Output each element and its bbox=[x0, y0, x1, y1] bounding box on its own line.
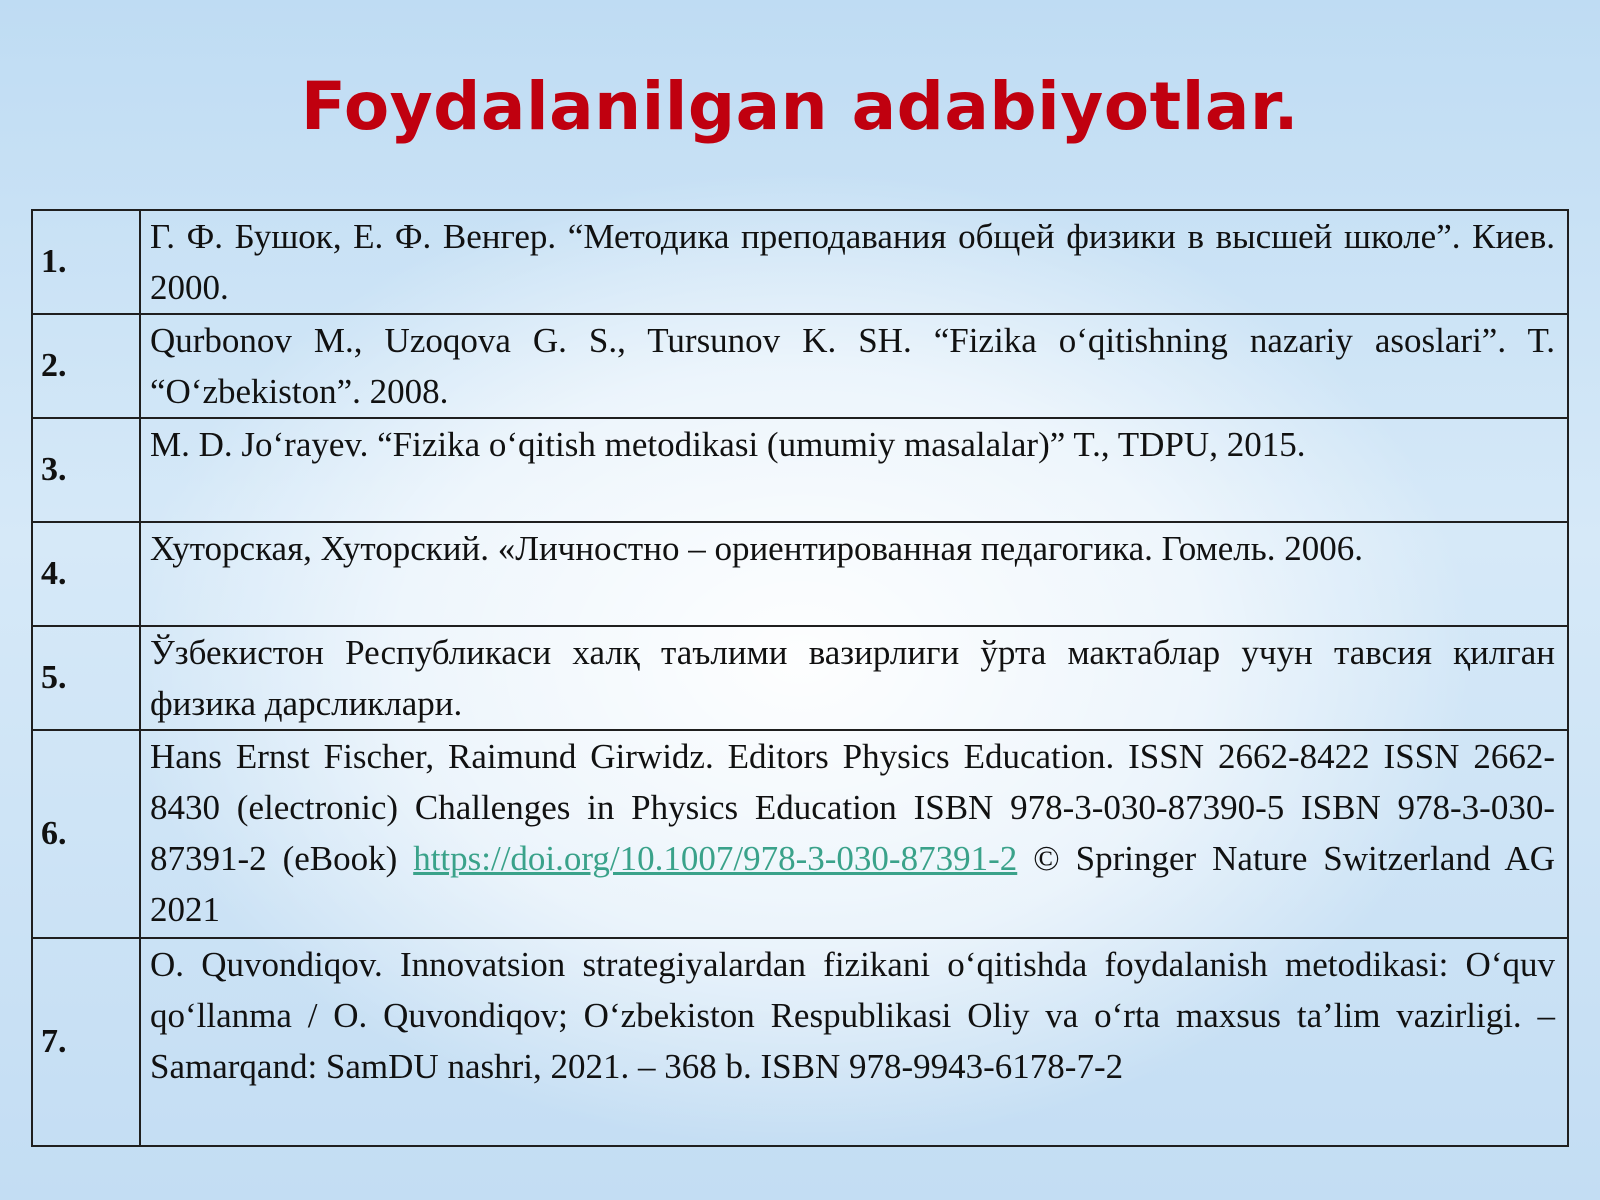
table-row bbox=[32, 626, 1568, 730]
reference-text: M. D. Jo‘rayev. “Fizika o‘qitish metodikasi (umumiy masalalar)” T., TDPU, 2015. bbox=[140, 418, 1568, 522]
reference-text bbox=[140, 730, 1568, 938]
reference-text: Qurbonov M., Uzoqova G. S., Tursunov K. SH. “Fizika o‘qitishning nazariy asoslari”. T. “O‘zbekiston”. 2008. bbox=[140, 314, 1568, 418]
reference-number: 6. bbox=[32, 730, 140, 938]
reference-text: Ўзбекистон Республикаси халқ таълими вазирлиги ўрта мактаблар учун тавсия қилган физика дарсликлари. bbox=[140, 626, 1568, 730]
reference-text: O. Quvondiqov. Innovatsion strategiyalardan fizikani o‘qitishda foydalanish metodikasi: O‘quv qo‘llanma / O. Quvondiqov; O‘zbekiston Respublikasi Oliy va o‘rta maxsus ta’lim vazirligi. – Samarqand: SamDU nashri, 2021. – 368 b. ISBN 978-9943-6178-7-2 bbox=[140, 938, 1568, 1146]
reference-text: Хуторская, Хуторский. «Личностно – ориентированная педагогика. Гомель. 2006. bbox=[140, 522, 1568, 626]
reference-text-after-link: © Springer Nature Switzerland AG 2021 bbox=[150, 839, 1555, 929]
reference-number: 4. bbox=[32, 522, 140, 626]
slide-title: Foydalanilgan adabiyotlar. bbox=[300, 68, 1300, 145]
reference-text: Г. Ф. Бушок, Е. Ф. Венгер. “Методика преподавания общей физики в высшей школе”. Киев. 2000. bbox=[140, 210, 1568, 314]
table-row bbox=[32, 210, 1568, 314]
reference-number: 7. bbox=[32, 938, 140, 1146]
table-row bbox=[32, 730, 1568, 938]
table-row bbox=[32, 938, 1568, 1146]
reference-number: 3. bbox=[32, 418, 140, 522]
table-row bbox=[32, 522, 1568, 626]
doi-link[interactable]: https://doi.org/10.1007/978-3-030-87391-2 bbox=[413, 839, 1018, 878]
table-row bbox=[32, 418, 1568, 522]
reference-number: 1. bbox=[32, 210, 140, 314]
reference-text-before-link: Hans Ernst Fischer, Raimund Girwidz. Editors Physics Education. ISSN 2662-8422 ISSN 2662-8430 (electronic) Challenges in Physics Education ISBN 978-3-030-87390-5 ISBN 978-3-030-87391-2 (eBook) bbox=[150, 737, 1555, 878]
references-table bbox=[31, 209, 1569, 1147]
reference-number: 5. bbox=[32, 626, 140, 730]
reference-number: 2. bbox=[32, 314, 140, 418]
table-row bbox=[32, 314, 1568, 418]
